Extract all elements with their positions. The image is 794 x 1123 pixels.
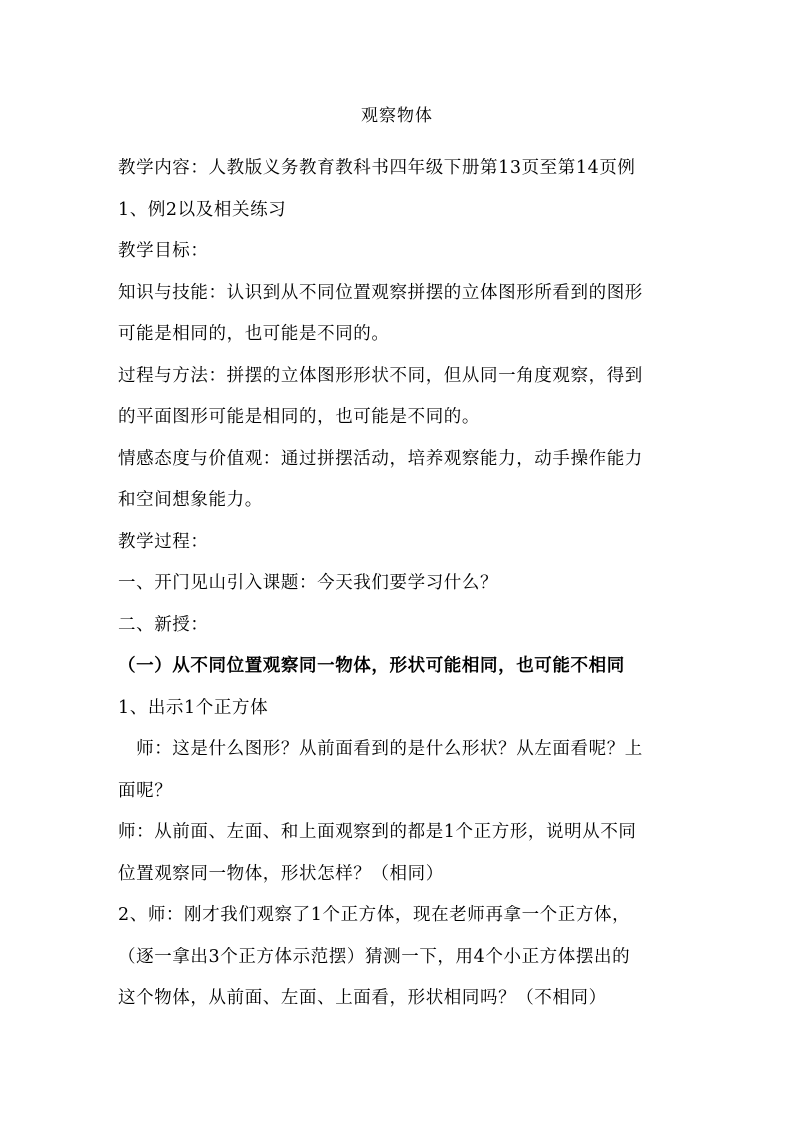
teaching-content-line: 教学内容：人教版义务教育教科书四年级下册第13页至第14页例 [118, 158, 636, 178]
knowledge-skills-line-cont: 可能是相同的，也可能是不同的。 [118, 324, 390, 344]
document-body [118, 148, 678, 1020]
knowledge-skills-line: 知识与技能：认识到从不同位置观察拼摆的立体图形所看到的图形 [118, 282, 643, 303]
teaching-goals-heading: 教学目标： [118, 241, 209, 261]
teaching-content-line-cont: 1、例2以及相关练习 [118, 199, 287, 220]
process-method-line-cont: 的平面图形可能是相同的，也可能是不同的。 [118, 407, 480, 427]
step-two-line-cont: （逐一拿出3个正方体示范摆）猜测一下，用4个小正方体摆出的 [118, 946, 631, 967]
step-two-line-end: 这个物体，从前面、左面、上面看，形状相同吗？（不相同） [118, 988, 607, 1008]
process-method-line: 过程与方法：拼摆的立体图形形状不同，但从同一角度观察，得到 [118, 365, 643, 386]
teacher-summary-line-cont: 位置观察同一物体，形状怎样？（相同） [118, 863, 444, 884]
emotion-values-line: 情感态度与价值观：通过拼摆活动，培养观察能力，动手操作能力 [118, 448, 643, 469]
section-two-heading: 二、新授： [118, 614, 209, 635]
document-title: 观察物体 [361, 106, 433, 126]
subsection-one-heading: （一）从不同位置观察同一物体，形状可能相同，也可能不相同 [118, 656, 625, 676]
teacher-summary-line: 师：从前面、左面、和上面观察到的都是1个正方形，说明从不同 [118, 822, 637, 842]
emotion-values-line-cont: 和空间想象能力。 [118, 490, 263, 510]
teacher-question-line: 师：这是什么图形？从前面看到的是什么形状？从左面看呢？上 [118, 739, 643, 759]
teacher-question-line-cont: 面呢？ [118, 780, 173, 801]
teaching-process-heading: 教学过程： [118, 531, 209, 552]
step-two-line: 2、师：刚才我们观察了1个正方体，现在老师再拿一个正方体， [118, 905, 631, 925]
section-one-heading: 一、开门见山引入课题：今天我们要学习什么？ [118, 573, 499, 593]
step-one-line: 1、出示1个正方体 [118, 697, 269, 718]
